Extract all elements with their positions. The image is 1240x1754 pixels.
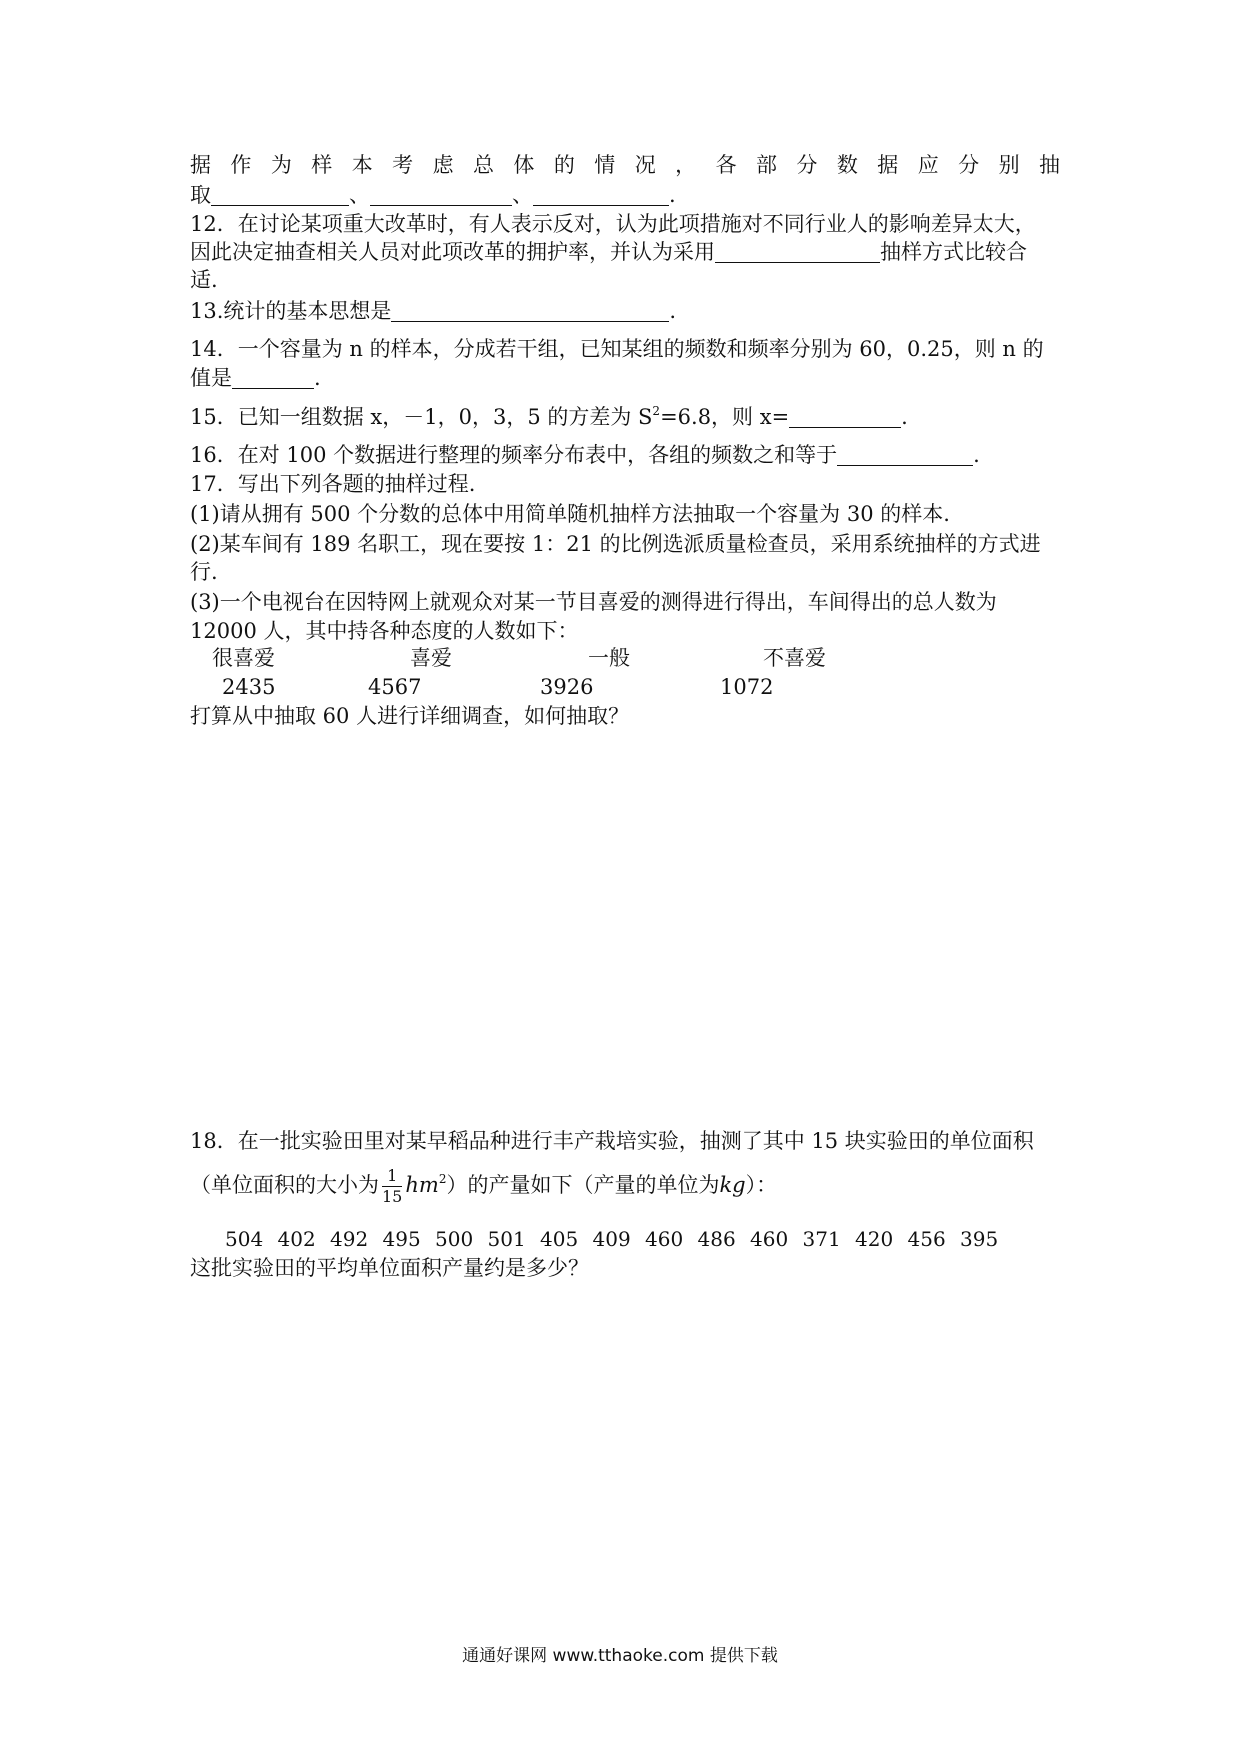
q14-line2-text: 值是 [190,366,232,390]
q18-line2-pre: （单位面积的大小为 [190,1173,379,1197]
table-value-cell: 4567 [368,675,422,699]
q17-question: 打算从中抽取 60 人进行详细调查，如何抽取？ [190,704,630,728]
data-value: 420 [855,1227,894,1251]
q13-end: . [669,299,677,323]
q12-line2-post: 抽样方式比较合 [880,240,1027,264]
q15-pre: 15．已知一组数据 x，－1，0，3，5 的方差为 S [190,405,653,429]
table-header-cell: 一般 [588,646,630,670]
table-value-cell: 3926 [540,675,594,699]
q13-line [190,297,1060,325]
data-value: 395 [960,1227,999,1251]
q11-sep1: 、 [349,183,370,207]
page-footer: 通通好课网 www.tthaoke.com 提供下载 [462,1646,778,1666]
q17-p3-line1: (3)一个电视台在因特网上就观众对某一节目喜爱的测得进行得出，车间得出的总人数为 [190,590,997,614]
q11-line1: 据作为样本考虑总体的情况，各部分数据应分别抽 [190,153,1060,177]
q12-blank[interactable] [715,240,880,263]
data-value: 500 [435,1227,474,1251]
q17-p2-line1: (2)某车间有 189 名职工，现在要按 1：21 的比例选派质量检查员，采用系统抽样的方式进 [190,532,1041,556]
q12-line1: 12．在讨论某项重大改革时，有人表示反对，认为此项措施对不同行业人的影响差异太大， [190,212,1036,236]
q17-title: 17．写出下列各题的抽样过程. [190,472,476,496]
fraction [382,1166,402,1207]
q11-blank-1[interactable] [211,183,349,206]
q15-blank[interactable] [789,405,901,428]
table-header-cell: 很喜爱 [212,646,275,670]
data-value: 456 [907,1227,946,1251]
q18-line2-mid: ）的产量如下（产量的单位为 [446,1173,720,1197]
q12-line2 [190,238,1060,266]
q11-prefix: 取 [190,183,211,207]
q18-kg: kg [719,1173,746,1197]
fraction-denominator: 15 [382,1187,403,1206]
q15-line [190,403,1060,431]
q15-end: . [901,405,908,429]
q18-line1: 18．在一批实验田里对某早稻品种进行丰产栽培实验，抽测了其中 15 块实验田的单位面积 [190,1129,1034,1153]
q14-line1: 14．一个容量为 n 的样本，分成若干组，已知某组的频数和频率分别为 60，0.25，则 n 的 [190,337,1044,361]
data-value: 402 [277,1227,316,1251]
q14-end: . [314,366,321,390]
q12-line3: 适. [190,268,218,292]
data-value: 371 [802,1227,841,1251]
q15-sup: 2 [652,404,661,418]
data-value: 405 [540,1227,579,1251]
data-value: 409 [592,1227,631,1251]
q18-line2 [190,1166,1060,1207]
q11-end: . [669,183,676,207]
q16-end: . [973,443,980,467]
q16-text: 16．在对 100 个数据进行整理的频率分布表中，各组的频数之和等于 [190,443,838,467]
q17-p3-line2: 12000 人，其中持各种态度的人数如下： [190,619,579,643]
data-value: 492 [330,1227,369,1251]
data-value: 501 [487,1227,526,1251]
q13-blank[interactable] [391,299,669,322]
data-value: 486 [697,1227,736,1251]
q14-line2 [190,364,1060,392]
table-header-cell: 喜爱 [410,646,452,670]
q17-p1: (1)请从拥有 500 个分数的总体中用简单随机抽样方法抽取一个容量为 30 的样本. [190,502,950,526]
q18-question: 这批实验田的平均单位面积产量约是多少？ [190,1256,589,1280]
q11-blank-2[interactable] [370,183,512,206]
data-value: 460 [645,1227,684,1251]
q11-line2 [190,181,1060,209]
q13-text: 13.统计的基本思想是 [190,299,392,323]
q16-line [190,441,1060,469]
q18-unit: hm [405,1173,439,1197]
table-value-cell: 2435 [222,675,276,699]
q18-unit-sup: 2 [438,1172,447,1186]
table-value-cell: 1072 [720,675,774,699]
q15-post: =6.8，则 x= [660,405,790,429]
data-value: 504 [225,1227,264,1251]
q14-blank[interactable] [232,366,314,389]
q18-line2-end: ）： [745,1173,778,1197]
q12-line2-pre: 因此决定抽查相关人员对此项改革的拥护率，并认为采用 [190,240,715,264]
q11-sep2: 、 [512,183,533,207]
fraction-numerator: 1 [382,1166,402,1187]
data-value: 460 [750,1227,789,1251]
q11-blank-3[interactable] [533,183,669,206]
q18-data-row [225,1225,1013,1253]
table-header-cell: 不喜爱 [763,646,826,670]
q16-blank[interactable] [837,443,973,466]
q17-p2-line2: 行. [190,560,218,584]
data-value: 495 [382,1227,421,1251]
